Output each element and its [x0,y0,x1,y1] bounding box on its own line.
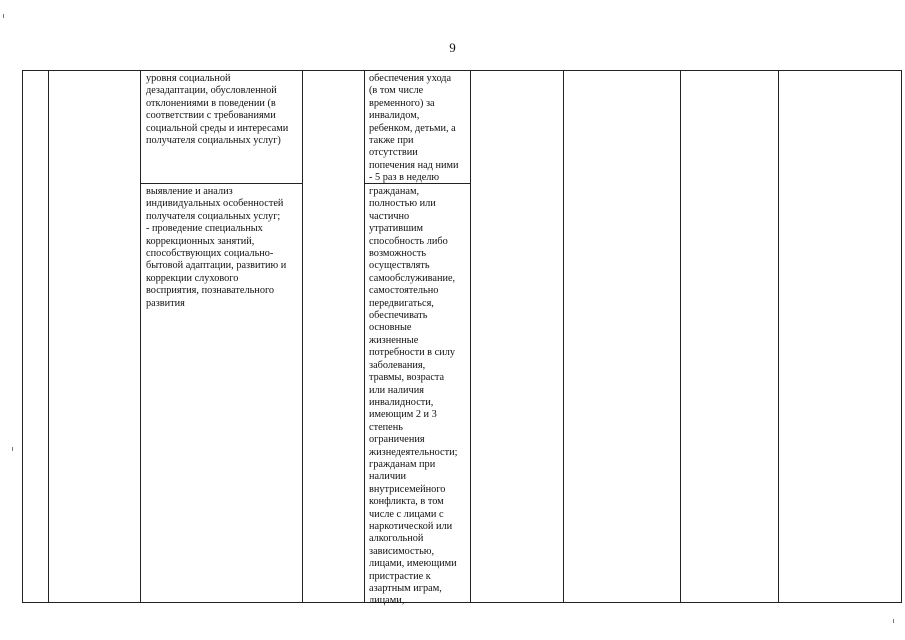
scan-artifact [12,447,13,451]
row-border [140,183,302,184]
column-border [364,70,365,603]
scan-artifact [3,14,4,18]
column-border [778,70,779,603]
column-border [901,70,902,603]
column-border [48,70,49,603]
column-border [563,70,564,603]
column-border [302,70,303,603]
scan-artifact [893,619,894,623]
condition-cell: обеспечения ухода (в том числе временного) за инвалидом, ребенком, детьми, а также при отсутствии попечения над ними - 5 раз в неделю [369,73,459,184]
service-cell: выявление и анализ индивидуальных особенностей получателя социальных услуг; - проведение специальных коррекционных занятий, способствующих социально- бытовой адаптации, развитию и коррекции слухового восприятия, познавательного развития [146,186,287,309]
service-cell: уровня социальной дезадаптации, обусловленной отклонениями в поведении (в соответствии с требованиями социальной среды и интересами получателя социальных услуг) [146,73,289,147]
page-number: 9 [449,40,456,55]
column-border [140,70,141,603]
condition-cell: гражданам, полностью или частично утратившим способность либо возможность осуществлять самообслуживание, самостоятельно передвигаться, обеспечивать основные жизненные потребности в силу заболевания, травмы, возраста или наличия инвалидности, имеющим 2 и 3 степень ограничения жизнедеятельности; гражданам при наличии внутрисемейного конфликта, в том числе с лицами с наркотической или алкогольной зависимостью, лицами, имеющими пристрастие к азартным играм, лицами, [369,186,458,607]
column-border [22,70,23,603]
column-border [680,70,681,603]
